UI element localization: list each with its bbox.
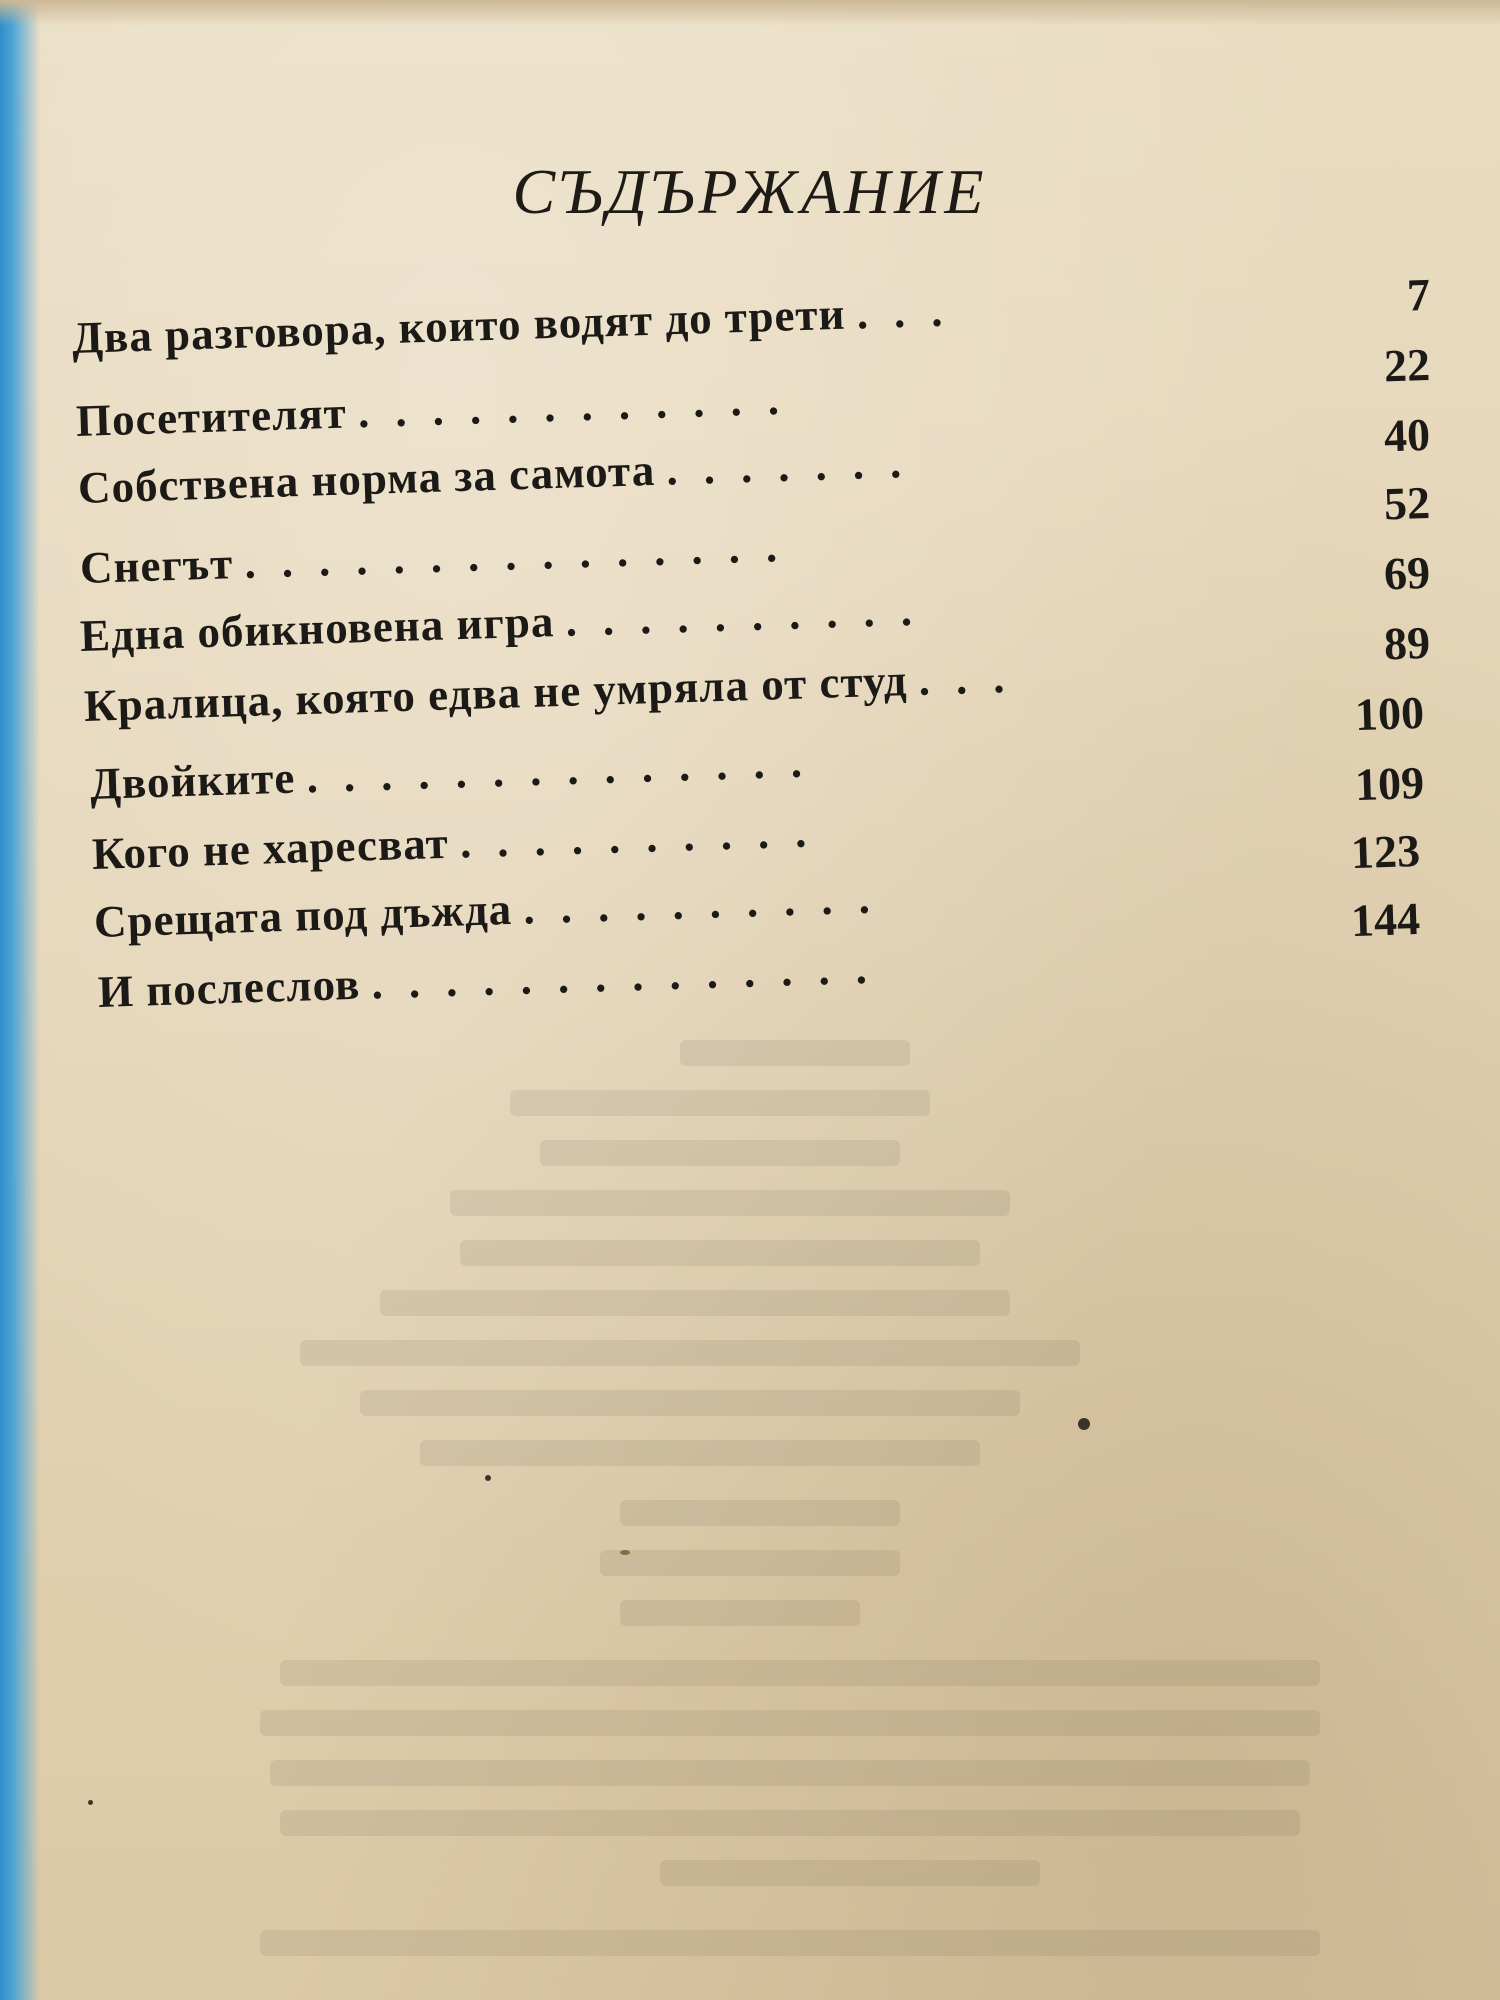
page-number: 123 xyxy=(1350,824,1421,879)
page-number: 40 xyxy=(1383,408,1431,462)
toc-entry-title: И послеслов xyxy=(97,958,361,1017)
dot-leader: ............ xyxy=(357,373,806,438)
page-number: 22 xyxy=(1383,338,1431,392)
toc-entry-title: Една обикновена игра xyxy=(79,596,556,661)
dot-leader: .............. xyxy=(370,942,894,1009)
toc-entry-title: Снегът xyxy=(79,538,234,593)
page-title: СЪДЪРЖАНИЕ xyxy=(512,156,988,227)
page-number: 7 xyxy=(1406,268,1431,321)
toc-entry-title: Собствена норма за самота xyxy=(77,444,656,513)
toc-entry xyxy=(83,650,1031,732)
toc-entry-title: Срещата под дъжда xyxy=(93,883,513,947)
toc-entry xyxy=(71,284,969,364)
dot-leader: ... xyxy=(855,284,970,339)
page-number: 52 xyxy=(1383,476,1431,530)
dot-leader: ....... xyxy=(665,436,928,495)
page-number: 69 xyxy=(1383,546,1431,600)
toc-entry-title: Кралица, която едва не умряла от студ xyxy=(83,655,909,731)
toc-entry xyxy=(89,735,828,810)
toc-entry-title: Посетителят xyxy=(75,387,348,446)
dot-leader: .......... xyxy=(459,805,833,868)
page-number: 100 xyxy=(1354,686,1425,741)
toc-entry xyxy=(93,871,896,948)
page-number: 144 xyxy=(1350,892,1421,947)
dot-leader: ............... xyxy=(243,520,804,588)
dot-leader: .......... xyxy=(522,871,897,934)
toc-entry xyxy=(75,372,805,447)
toc-entry-title: Двойките xyxy=(89,752,297,809)
toc-entry xyxy=(77,435,928,514)
dot-leader: .............. xyxy=(305,735,829,803)
dot-leader: ... xyxy=(917,651,1032,705)
toc-entry-title: Кого не харесват xyxy=(91,817,450,879)
toc-entry xyxy=(79,583,938,662)
page-number: 89 xyxy=(1383,616,1431,670)
toc-entry xyxy=(91,805,833,880)
page-number: 109 xyxy=(1354,756,1425,811)
toc-entry-title: Два разговора, които водят до трети xyxy=(71,288,847,363)
toc-entry xyxy=(79,519,803,594)
dot-leader: .......... xyxy=(564,584,939,646)
toc-entry xyxy=(97,941,893,1018)
